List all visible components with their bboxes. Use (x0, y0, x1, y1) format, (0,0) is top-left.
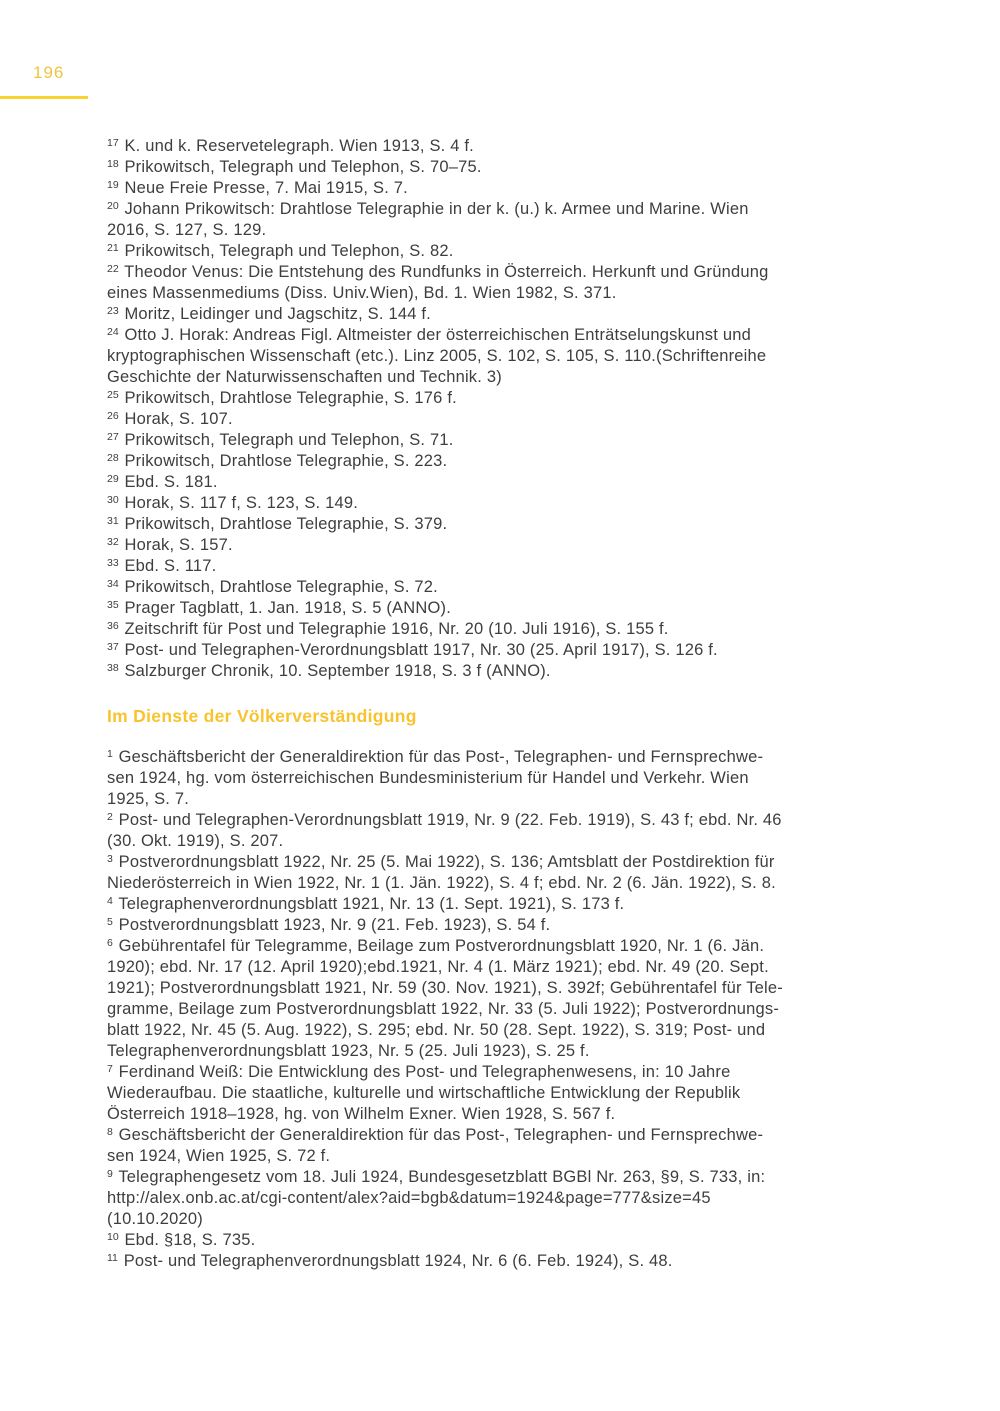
footnote: $^2$ Post- und Telegraphen-Verordnungsblatt 1919, Nr. 9 (22. Feb. 1919), S. 43 f; ebd. Nr. 46 (30. Okt. 1919), S. 207. (107, 810, 782, 850)
footnote-number: 19 (107, 178, 119, 191)
footnote-number: 38 (107, 661, 119, 674)
footnote-number: 29 (107, 472, 119, 485)
footnote: $^{20}$ Johann Prikowitsch: Drahtlose Telegraphie in der k. (u.) k. Armee und Marine. Wien 2016, S. 127, S. 129. (107, 199, 749, 239)
footnote: $^{34}$ Prikowitsch, Drahtlose Telegraphie, S. 72. (107, 577, 438, 596)
footnote: $^{30}$ Horak, S. 117 f, S. 123, S. 149. (107, 493, 359, 512)
footnote-number: 2 (107, 810, 113, 823)
footnote-list-notes-1-11 (107, 747, 922, 1272)
footnote-number: 32 (107, 535, 119, 548)
footnote: $^{28}$ Prikowitsch, Drahtlose Telegraphie, S. 223. (107, 451, 448, 470)
footnote-number: 30 (107, 493, 119, 506)
page-number-rule (0, 96, 88, 99)
footnote-number: 17 (107, 136, 119, 149)
footnote: $^{24}$ Otto J. Horak: Andreas Figl. Altmeister der österreichischen Enträtselungskunst und kryptographischen Wissenschaft (etc.). Linz 2005, S. 102, S. 105, S. 110.(Schriftenreihe Geschichte der Naturwissenschaften und Technik. 3) (107, 325, 767, 386)
footnote-number: 34 (107, 577, 119, 590)
footnote-number: 22 (107, 262, 119, 275)
footnote-list-notes-17-38 (107, 136, 922, 682)
footnote: $^{18}$ Prikowitsch, Telegraph und Telephon, S. 70–75. (107, 157, 482, 176)
footnote-number: 3 (107, 852, 113, 865)
footnote: $^{23}$ Moritz, Leidinger und Jagschitz, S. 144 f. (107, 304, 431, 323)
footnote-number: 27 (107, 430, 119, 443)
footnote: $^{38}$ Salzburger Chronik, 10. September 1918, S. 3 f (ANNO). (107, 661, 551, 680)
footnote: $^{10}$ Ebd. §18, S. 735. (107, 1230, 256, 1249)
section-heading: Im Dienste der Völkerverständigung (107, 706, 417, 726)
footnote: $^{22}$ Theodor Venus: Die Entstehung des Rundfunks in Österreich. Herkunft und Gründung eines Massenmediums (Diss. Univ.Wien), Bd. 1. Wien 1982, S. 371. (107, 262, 769, 302)
footnote-number: 11 (107, 1251, 118, 1264)
footnote-number: 33 (107, 556, 119, 569)
footnote: $^{32}$ Horak, S. 157. (107, 535, 233, 554)
footnote-number: 25 (107, 388, 119, 401)
footnote: $^3$ Postverordnungsblatt 1922, Nr. 25 (5. Mai 1922), S. 136; Amtsblatt der Postdirektion für Niederösterreich in Wien 1922, Nr. 1 (1. Jän. 1922), S. 4 f; ebd. Nr. 2 (6. Jän. 1922), S. 8. (107, 852, 776, 892)
footnote-number: 7 (107, 1062, 113, 1075)
footnote: $^{11}$ Post- und Telegraphenverordnungsblatt 1924, Nr. 6 (6. Feb. 1924), S. 48. (107, 1251, 673, 1270)
footnote: $^{36}$ Zeitschrift für Post und Telegraphie 1916, Nr. 20 (10. Juli 1916), S. 155 f. (107, 619, 669, 638)
footnote: $^{26}$ Horak, S. 107. (107, 409, 233, 428)
footnote-number: 18 (107, 157, 119, 170)
footnote: $^{17}$ K. und k. Reservetelegraph. Wien 1913, S. 4 f. (107, 136, 474, 155)
footnote-number: 9 (107, 1167, 113, 1180)
page-content (107, 136, 922, 1272)
footnote-number: 5 (107, 915, 113, 928)
footnote-number: 31 (107, 514, 119, 527)
footnote: $^7$ Ferdinand Weiß: Die Entwicklung des Post- und Telegraphenwesens, in: 10 Jahre Wiederaufbau. Die staatliche, kulturelle und wirtschaftliche Entwicklung der Republik Österreich 1918–1928, hg. von Wilhelm Exner. Wien 1928, S. 567 f. (107, 1062, 741, 1123)
footnote-number: 6 (107, 936, 113, 949)
footnote-number: 24 (107, 325, 119, 338)
footnote: $^8$ Geschäftsbericht der Generaldirektion für das Post-, Telegraphen- und Fernsprechwe- sen 1924, Wien 1925, S. 72 f. (107, 1125, 764, 1165)
footnote-number: 21 (107, 241, 119, 254)
footnote: $^9$ Telegraphengesetz vom 18. Juli 1924, Bundesgesetzblatt BGBl Nr. 263, §9, S. 733, in: http://alex.onb.ac.at/cgi-content/alex?aid=bgb&datum=1924&page=777&size=45 (10.10.2020) (107, 1167, 766, 1228)
footnote: $^1$ Geschäftsbericht der Generaldirektion für das Post-, Telegraphen- und Fernsprechwe- sen 1924, hg. vom österreichischen Bundesministerium für Handel und Verkehr. Wien 1925, S. 7. (107, 747, 764, 808)
footnote-number: 35 (107, 598, 119, 611)
footnote: $^{29}$ Ebd. S. 181. (107, 472, 218, 491)
footnote-number: 20 (107, 199, 119, 212)
footnote: $^{19}$ Neue Freie Presse, 7. Mai 1915, S. 7. (107, 178, 408, 197)
footnote-number: 8 (107, 1125, 113, 1138)
footnote: $^{27}$ Prikowitsch, Telegraph und Telephon, S. 71. (107, 430, 454, 449)
footnote-number: 1 (107, 747, 113, 760)
footnote-number: 28 (107, 451, 119, 464)
footnote: $^{33}$ Ebd. S. 117. (107, 556, 217, 575)
footnote: $^{35}$ Prager Tagblatt, 1. Jan. 1918, S. 5 (ANNO). (107, 598, 452, 617)
footnote: $^6$ Gebührentafel für Telegramme, Beilage zum Postverordnungsblatt 1920, Nr. 1 (6. Jän. 1920); ebd. Nr. 17 (12. April 1920);ebd.1921, Nr. 4 (1. März 1921); ebd. Nr. 49 (20. Sept. 1921); Postverordnungsblatt 1921, Nr. 59 (30. Nov. 1921), S. 392f; Gebührentafel für Tele- gramme, Beilage zum Postverordnungsblatt 1922, Nr. 33 (5. Juli 1922); Postverordnungs- blatt 1922, Nr. 45 (5. Aug. 1922), S. 295; ebd. Nr. 50 (28. Sept. 1922), S. 319; Post- und Telegraphenverordnungsblatt 1923, Nr. 5 (25. Juli 1923), S. 25 f. (107, 936, 783, 1060)
footnote-number: 37 (107, 640, 119, 653)
footnote: $^{25}$ Prikowitsch, Drahtlose Telegraphie, S. 176 f. (107, 388, 457, 407)
footnote-number: 36 (107, 619, 119, 632)
footnote-number: 4 (107, 894, 113, 907)
footnote-number: 23 (107, 304, 119, 317)
footnote-number: 26 (107, 409, 119, 422)
page-number: 196 (33, 63, 65, 82)
footnote-number: 10 (107, 1230, 119, 1243)
footnote: $^5$ Postverordnungsblatt 1923, Nr. 9 (21. Feb. 1923), S. 54 f. (107, 915, 551, 934)
footnote: $^{21}$ Prikowitsch, Telegraph und Telephon, S. 82. (107, 241, 454, 260)
footnote: $^{31}$ Prikowitsch, Drahtlose Telegraphie, S. 379. (107, 514, 448, 533)
footnote: $^4$ Telegraphenverordnungsblatt 1921, Nr. 13 (1. Sept. 1921), S. 173 f. (107, 894, 625, 913)
footnote: $^{37}$ Post- und Telegraphen-Verordnungsblatt 1917, Nr. 30 (25. April 1917), S. 126 f. (107, 640, 718, 659)
